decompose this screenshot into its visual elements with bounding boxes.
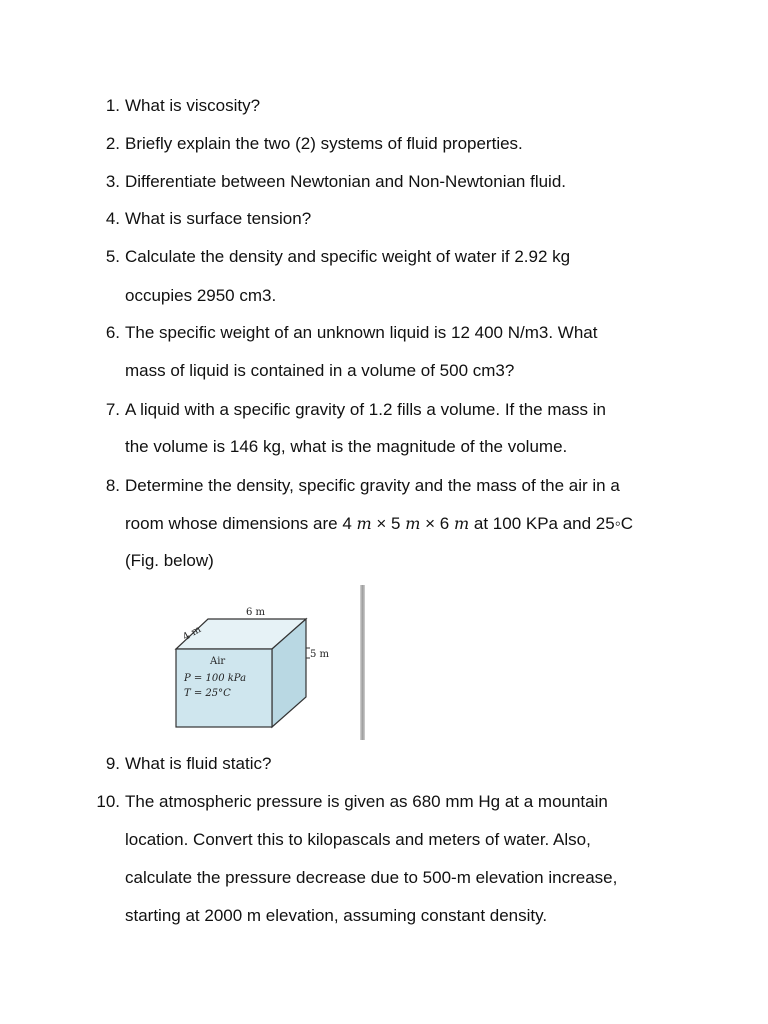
question-number: 10. <box>96 792 120 811</box>
question-text-cont: (Fig. below) <box>125 551 214 570</box>
question-text: Briefly explain the two (2) systems of fluid properties. <box>125 134 523 153</box>
unit-m: m <box>453 514 470 533</box>
question-text: What is surface tension? <box>125 209 312 228</box>
question-number: 1. <box>105 96 120 115</box>
question-number: 5. <box>105 247 120 266</box>
question-number: 3. <box>105 172 120 191</box>
question-number: 6. <box>105 323 120 342</box>
temperature-label: T = 25°C <box>184 688 231 699</box>
unit-m: m <box>405 514 421 533</box>
question-text: Calculate the density and specific weight of water if 2.92 kg <box>125 247 571 266</box>
question-text: A liquid with a specific gravity of 1.2 fills a volume. If the mass in <box>125 400 606 419</box>
question-text-cont <box>125 514 633 534</box>
question-text: Determine the density, specific gravity and the mass of the air in a <box>125 476 620 495</box>
dims-mid: × 6 <box>420 514 454 533</box>
room-figure <box>168 585 368 745</box>
dim-height-label: 5 m <box>310 649 330 660</box>
dim-depth-label: 4 m <box>181 624 204 644</box>
question-text-cont: starting at 2000 m elevation, assuming constant density. <box>125 906 548 925</box>
question-number: 9. <box>105 754 120 773</box>
question-number: 2. <box>105 134 120 153</box>
fluid-label: Air <box>210 656 226 667</box>
question-number: 7. <box>105 400 120 419</box>
unit-m: m <box>356 514 372 533</box>
question-text: The specific weight of an unknown liquid is 12 400 N/m3. What <box>125 323 598 342</box>
question-text-cont: calculate the pressure decrease due to 500-m elevation increase, <box>125 868 618 887</box>
question-text: What is fluid static? <box>125 754 272 773</box>
question-text-cont: the volume is 146 kg, what is the magnitude of the volume. <box>125 437 568 456</box>
dims-mid: × 5 <box>371 514 406 533</box>
question-text: Differentiate between Newtonian and Non-Newtonian fluid. <box>125 172 567 191</box>
question-number: 4. <box>105 209 120 228</box>
dim-width-label: 6 m <box>246 607 266 618</box>
dims-prefix: room whose dimensions are 4 <box>125 514 357 533</box>
question-text-cont: occupies 2950 cm3. <box>125 286 277 305</box>
pressure-label: P = 100 kPa <box>184 673 247 684</box>
question-text-cont: mass of liquid is contained in a volume of 500 cm3? <box>125 361 515 380</box>
scan-edge-strip <box>360 585 365 740</box>
question-text: The atmospheric pressure is given as 680 mm Hg at a mountain <box>125 792 608 811</box>
question-number: 8. <box>105 476 120 495</box>
question-text: What is viscosity? <box>125 96 261 115</box>
room-box-diagram <box>168 585 368 745</box>
question-text-cont: location. Convert this to kilopascals and meters of water. Also, <box>125 830 591 849</box>
dims-suffix: at 100 KPa and 25◦C <box>469 514 634 533</box>
